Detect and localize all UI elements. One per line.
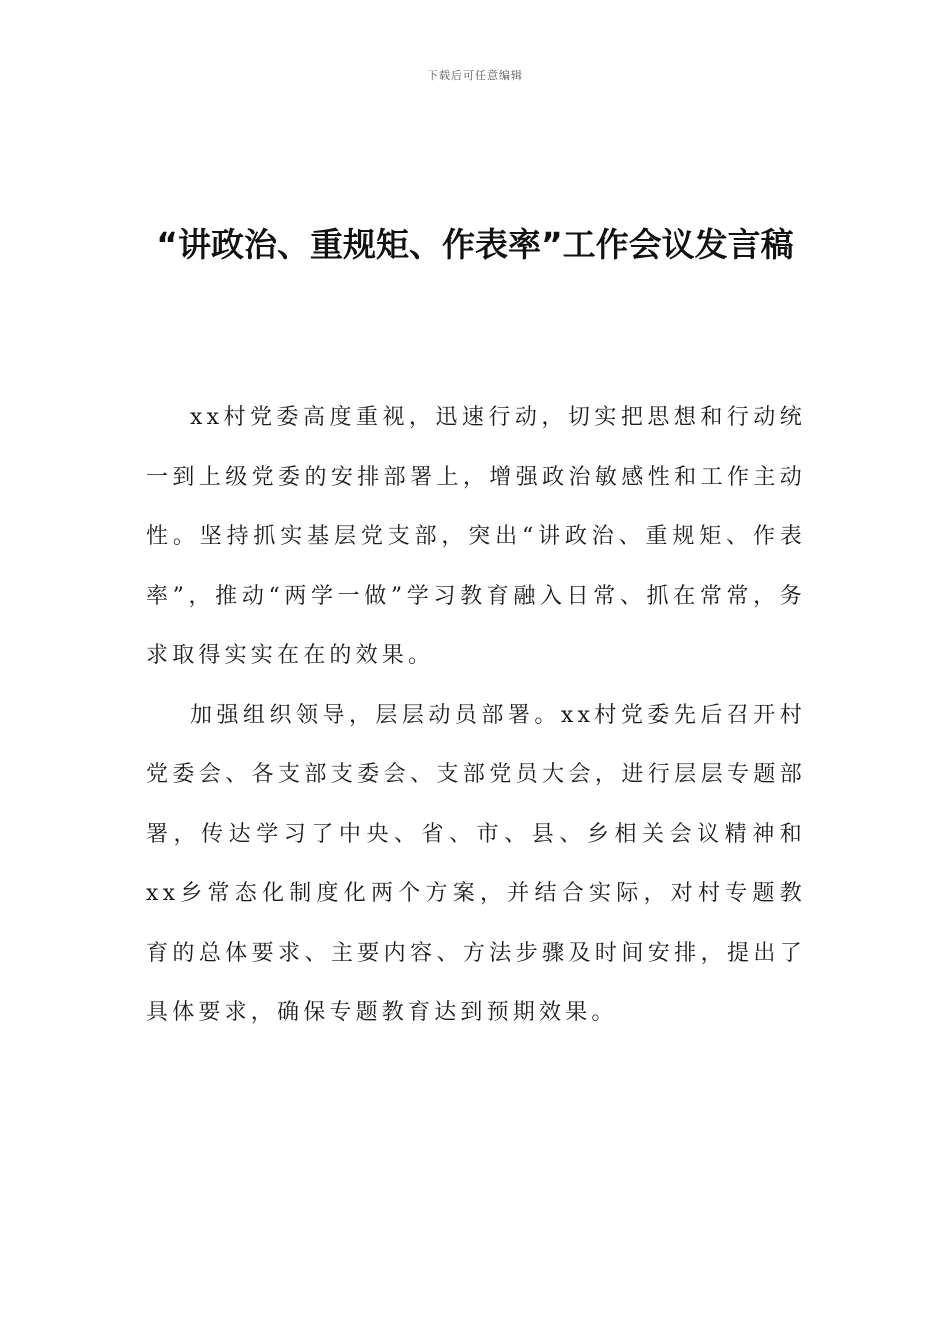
header-note: 下载后可任意编辑 <box>427 69 523 82</box>
document-body <box>146 388 806 1043</box>
paragraph-1: xx村党委高度重视，迅速行动，切实把思想和行动统一到上级党委的安排部署上，增强政治敏感性和工作主动性。坚持抓实基层党支部，突出“讲政治、重规矩、作表率”，推动“两学一做”学习教育融入日常、抓在常常，务求取得实实在在的效果。 <box>146 405 806 668</box>
page-title: “讲政治、重规矩、作表率”工作会议发言稿 <box>156 225 794 264</box>
paragraph-2: 加强组织领导，层层动员部署。xx村党委先后召开村党委会、各支部支委会、支部党员大会，进行层层专题部署，传达学习了中央、省、市、县、乡相关会议精神和xx乡常态化制度化两个方案，并结合实际，对村专题教育的总体要求、主要内容、方法步骤及时间安排，提出了具体要求，确保专题教育达到预期效果。 <box>146 702 806 1025</box>
